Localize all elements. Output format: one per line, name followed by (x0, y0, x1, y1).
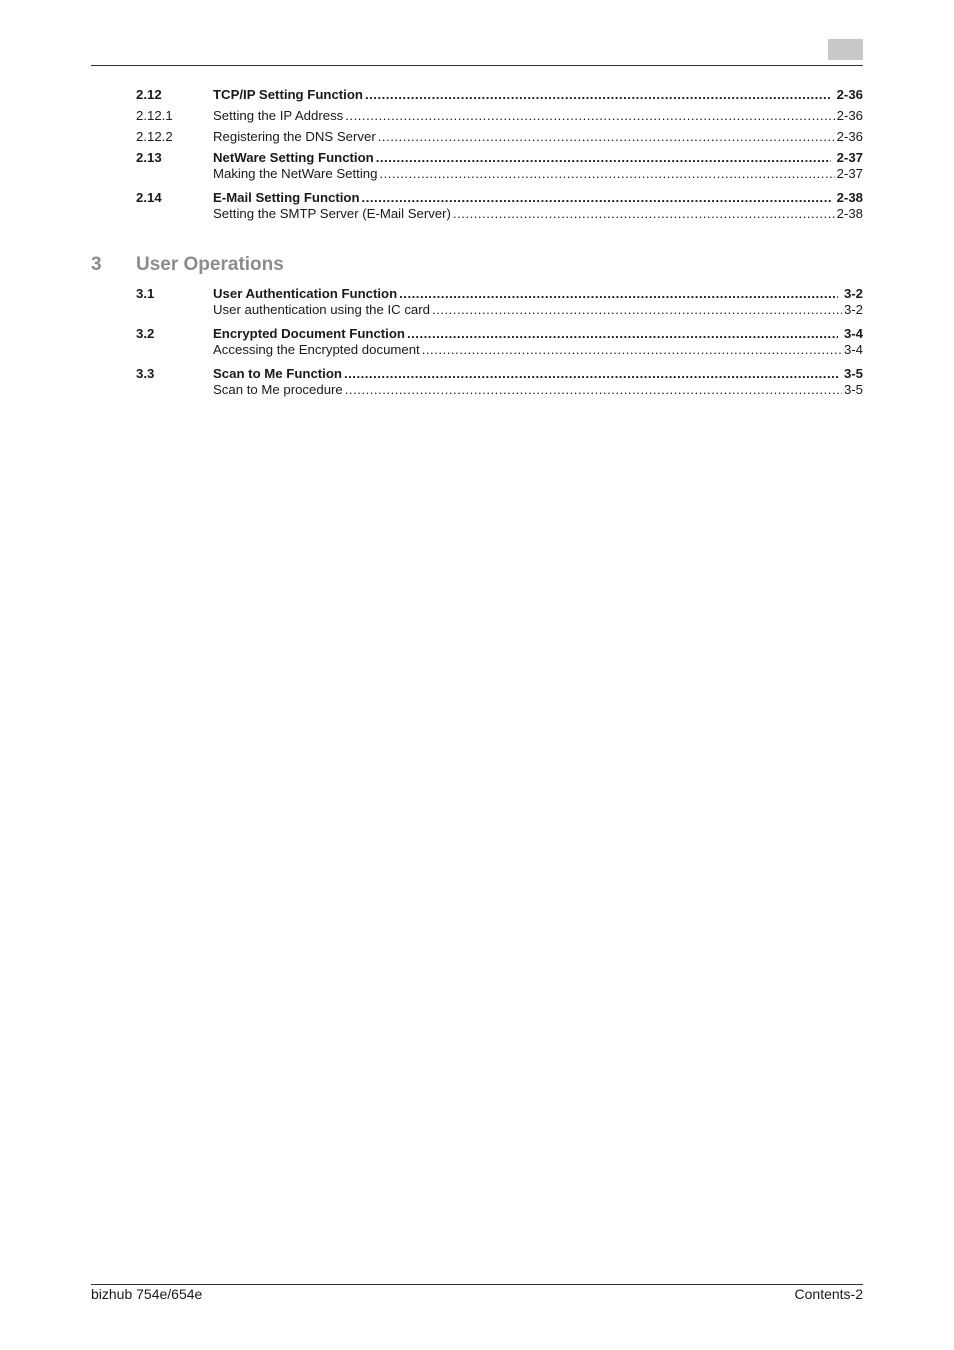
toc-section-title: NetWare Setting Function (213, 150, 374, 165)
toc-section-title: Setting the SMTP Server (E-Mail Server) (213, 206, 451, 221)
toc-section-title: Scan to Me procedure (213, 382, 343, 397)
toc-dot-leader (345, 108, 834, 124)
toc-section-title: Scan to Me Function (213, 366, 342, 381)
toc-section-number: 3.1 (136, 286, 155, 301)
footer-product-name: bizhub 754e/654e (91, 1286, 203, 1302)
toc-entry[interactable] (0, 302, 954, 318)
toc-dot-leader (399, 286, 838, 302)
toc-page-number: 2-36 (836, 87, 863, 102)
toc-section-number: 3.3 (136, 366, 155, 381)
toc-section-number: 2.12.2 (136, 129, 173, 144)
toc-dot-leader (344, 366, 838, 382)
toc-page-number: 3-2 (843, 286, 863, 301)
footer-page-label: Contents-2 (794, 1286, 863, 1302)
toc-section-number: 2.12 (136, 87, 162, 102)
toc-section-title: Encrypted Document Function (213, 326, 405, 341)
toc-page-number: 2-38 (836, 206, 863, 221)
toc-section-title: Registering the DNS Server (213, 129, 376, 144)
toc-entry[interactable] (0, 342, 954, 358)
toc-section-title: Setting the IP Address (213, 108, 344, 123)
toc-section-number: 2.14 (136, 190, 162, 205)
toc-section-title: User Authentication Function (213, 286, 398, 301)
toc-dot-leader (362, 190, 831, 206)
toc-dot-leader (378, 129, 835, 145)
chapter-title: User Operations (136, 254, 284, 275)
toc-entry[interactable] (0, 206, 954, 222)
toc-section-title: User authentication using the IC card (213, 302, 430, 317)
toc-page-number: 3-2 (843, 302, 863, 317)
toc-section-number: 2.12.1 (136, 108, 173, 123)
toc-entry[interactable] (0, 366, 954, 382)
toc-entry[interactable] (0, 108, 954, 124)
toc-page-number: 2-37 (836, 166, 863, 181)
toc-entry[interactable] (0, 382, 954, 398)
toc-entry[interactable] (0, 190, 954, 206)
toc-dot-leader (379, 166, 834, 182)
toc-page-number: 3-5 (843, 366, 863, 381)
toc-section-number: 2.13 (136, 150, 162, 165)
toc-dot-leader (365, 87, 831, 103)
toc-entry[interactable] (0, 87, 954, 103)
toc-section-number: 3.2 (136, 326, 155, 341)
toc-page-number: 2-37 (836, 150, 863, 165)
toc-page-number: 2-38 (836, 190, 863, 205)
toc-page-number: 3-4 (843, 326, 863, 341)
toc-dot-leader (376, 150, 831, 166)
toc-page-number: 2-36 (836, 129, 863, 144)
toc-entry[interactable] (0, 166, 954, 182)
chapter-tab-marker (828, 39, 863, 60)
header-divider (91, 65, 863, 66)
toc-entry[interactable] (0, 129, 954, 145)
toc-entry[interactable] (0, 150, 954, 166)
chapter-number: 3 (91, 254, 102, 275)
toc-dot-leader (453, 206, 835, 222)
toc-dot-leader (407, 326, 838, 342)
toc-page-number: 3-5 (843, 382, 863, 397)
toc-page-number: 2-36 (836, 108, 863, 123)
toc-entry[interactable] (0, 286, 954, 302)
footer-divider (91, 1284, 863, 1285)
toc-dot-leader (432, 302, 842, 318)
toc-page-number: 3-4 (843, 342, 863, 357)
toc-entry[interactable] (0, 326, 954, 342)
toc-section-title: Making the NetWare Setting (213, 166, 378, 181)
toc-section-title: TCP/IP Setting Function (213, 87, 363, 102)
toc-section-title: E-Mail Setting Function (213, 190, 360, 205)
toc-section-title: Accessing the Encrypted document (213, 342, 420, 357)
toc-dot-leader (422, 342, 842, 358)
toc-dot-leader (345, 382, 842, 398)
